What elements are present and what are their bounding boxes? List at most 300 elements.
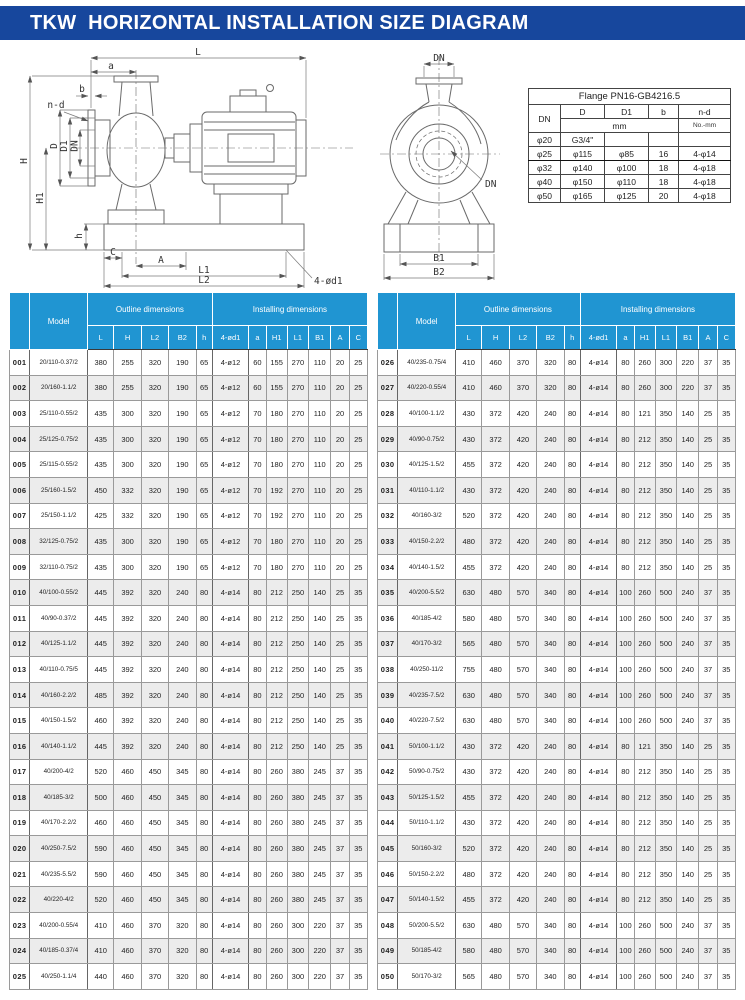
value-cell: 25 bbox=[699, 810, 717, 836]
model-cell: 32/125-0.75/2 bbox=[30, 529, 88, 555]
value-cell: 240 bbox=[677, 605, 699, 631]
value-cell: 4-ø14 bbox=[212, 682, 249, 708]
table-row bbox=[378, 785, 736, 811]
model-cell: 40/235-7.5/2 bbox=[398, 682, 456, 708]
value-cell: 80 bbox=[617, 426, 634, 452]
value-cell: 565 bbox=[456, 631, 482, 657]
flange-value-cell bbox=[679, 133, 731, 147]
page-title: TKW HORIZONTAL INSTALLATION SIZE DIAGRAM bbox=[30, 11, 529, 34]
flange-table-row bbox=[529, 189, 731, 203]
dim-label-C: C bbox=[110, 247, 116, 258]
model-cell: 40/185-3/2 bbox=[30, 785, 88, 811]
value-cell: 212 bbox=[634, 529, 655, 555]
value-cell: 25 bbox=[331, 631, 349, 657]
model-cell: 40/125-1.1/2 bbox=[30, 631, 88, 657]
value-cell: 460 bbox=[482, 375, 509, 401]
value-cell: 340 bbox=[537, 631, 564, 657]
value-cell: 380 bbox=[88, 375, 114, 401]
value-cell: 25 bbox=[349, 554, 367, 580]
model-header: Model bbox=[30, 293, 88, 350]
pump-front-outline bbox=[380, 56, 500, 262]
row-index-cell: 021 bbox=[10, 861, 30, 887]
model-cell: 40/220-0.55/4 bbox=[398, 375, 456, 401]
value-cell: 380 bbox=[287, 759, 308, 785]
model-cell: 40/140-1.1/2 bbox=[30, 733, 88, 759]
value-cell: 4-ø14 bbox=[580, 350, 617, 376]
value-cell: 320 bbox=[141, 350, 168, 376]
table-row bbox=[378, 477, 736, 503]
value-cell: 212 bbox=[634, 759, 655, 785]
value-cell: 4-ø14 bbox=[580, 375, 617, 401]
value-cell: 65 bbox=[196, 350, 212, 376]
row-index-cell: 039 bbox=[378, 682, 398, 708]
value-cell: 35 bbox=[349, 708, 367, 734]
value-cell: 445 bbox=[88, 733, 114, 759]
value-cell: 80 bbox=[617, 529, 634, 555]
value-cell: 350 bbox=[655, 401, 676, 427]
flange-value-cell: φ115 bbox=[561, 147, 605, 161]
table-row bbox=[10, 401, 368, 427]
value-cell: 35 bbox=[717, 452, 735, 478]
table-row bbox=[378, 964, 736, 990]
value-cell: 450 bbox=[141, 759, 168, 785]
value-cell: 80 bbox=[196, 657, 212, 683]
value-cell: 570 bbox=[509, 657, 536, 683]
flange-table-row bbox=[529, 161, 731, 175]
value-cell: 80 bbox=[249, 938, 266, 964]
value-cell: 450 bbox=[141, 810, 168, 836]
value-cell: 245 bbox=[309, 785, 331, 811]
value-cell: 332 bbox=[114, 503, 141, 529]
value-cell: 37 bbox=[699, 682, 717, 708]
value-cell: 140 bbox=[677, 810, 699, 836]
row-index-cell: 028 bbox=[378, 401, 398, 427]
value-cell: 240 bbox=[537, 426, 564, 452]
value-cell: 570 bbox=[509, 631, 536, 657]
value-cell: 430 bbox=[456, 426, 482, 452]
model-cell: 40/90-0.75/2 bbox=[398, 426, 456, 452]
value-cell: 372 bbox=[482, 529, 509, 555]
value-cell: 380 bbox=[287, 836, 308, 862]
value-cell: 140 bbox=[677, 503, 699, 529]
flange-value-cell: φ85 bbox=[605, 147, 649, 161]
flange-unit-nomm: No.-mm bbox=[679, 119, 731, 133]
flange-dn-cell: φ25 bbox=[529, 147, 561, 161]
value-cell: 350 bbox=[655, 733, 676, 759]
value-cell: 420 bbox=[509, 426, 536, 452]
row-index-cell: 050 bbox=[378, 964, 398, 990]
value-cell: 320 bbox=[141, 733, 168, 759]
value-cell: 630 bbox=[456, 580, 482, 606]
value-cell: 372 bbox=[482, 759, 509, 785]
table-row bbox=[378, 759, 736, 785]
value-cell: 190 bbox=[169, 503, 196, 529]
value-cell: 300 bbox=[114, 401, 141, 427]
value-cell: 500 bbox=[655, 964, 676, 990]
value-cell: 500 bbox=[655, 708, 676, 734]
table-row bbox=[10, 503, 368, 529]
value-cell: 270 bbox=[287, 477, 308, 503]
model-cell: 40/140-1.5/2 bbox=[398, 554, 456, 580]
value-cell: 70 bbox=[249, 554, 266, 580]
value-cell: 372 bbox=[482, 887, 509, 913]
value-cell: 140 bbox=[309, 708, 331, 734]
column-header: B2 bbox=[169, 326, 196, 350]
value-cell: 500 bbox=[655, 913, 676, 939]
value-cell: 260 bbox=[634, 913, 655, 939]
table-row bbox=[378, 375, 736, 401]
value-cell: 320 bbox=[169, 913, 196, 939]
value-cell: 350 bbox=[655, 477, 676, 503]
value-cell: 80 bbox=[564, 682, 580, 708]
row-index-cell: 002 bbox=[10, 375, 30, 401]
column-header: B2 bbox=[537, 326, 564, 350]
value-cell: 460 bbox=[482, 350, 509, 376]
value-cell: 260 bbox=[634, 682, 655, 708]
value-cell: 430 bbox=[456, 810, 482, 836]
row-index-cell: 034 bbox=[378, 554, 398, 580]
column-header: L bbox=[456, 326, 482, 350]
value-cell: 100 bbox=[617, 631, 634, 657]
value-cell: 260 bbox=[266, 887, 287, 913]
value-cell: 4-ø14 bbox=[212, 733, 249, 759]
value-cell: 25 bbox=[331, 682, 349, 708]
table-row bbox=[10, 375, 368, 401]
value-cell: 392 bbox=[114, 605, 141, 631]
value-cell: 480 bbox=[482, 682, 509, 708]
row-index-cell: 015 bbox=[10, 708, 30, 734]
value-cell: 250 bbox=[287, 657, 308, 683]
model-cell: 40/160-2.2/2 bbox=[30, 682, 88, 708]
value-cell: 4-ø12 bbox=[212, 503, 249, 529]
value-cell: 250 bbox=[287, 580, 308, 606]
value-cell: 350 bbox=[655, 759, 676, 785]
value-cell: 4-ø14 bbox=[580, 580, 617, 606]
dim-label-B1: B1 bbox=[433, 253, 445, 264]
value-cell: 345 bbox=[169, 887, 196, 913]
value-cell: 80 bbox=[564, 836, 580, 862]
row-index-cell: 020 bbox=[10, 836, 30, 862]
value-cell: 35 bbox=[349, 682, 367, 708]
table-row bbox=[10, 426, 368, 452]
value-cell: 340 bbox=[537, 964, 564, 990]
value-cell: 4-ø14 bbox=[580, 913, 617, 939]
table-row bbox=[10, 836, 368, 862]
value-cell: 35 bbox=[717, 477, 735, 503]
value-cell: 65 bbox=[196, 529, 212, 555]
value-cell: 35 bbox=[349, 733, 367, 759]
value-cell: 270 bbox=[287, 350, 308, 376]
table-row bbox=[378, 657, 736, 683]
value-cell: 155 bbox=[266, 375, 287, 401]
value-cell: 190 bbox=[169, 554, 196, 580]
value-cell: 460 bbox=[114, 810, 141, 836]
value-cell: 70 bbox=[249, 452, 266, 478]
value-cell: 240 bbox=[537, 477, 564, 503]
value-cell: 460 bbox=[114, 759, 141, 785]
value-cell: 4-ø14 bbox=[212, 913, 249, 939]
value-cell: 240 bbox=[677, 657, 699, 683]
value-cell: 37 bbox=[331, 913, 349, 939]
column-header: B1 bbox=[309, 326, 331, 350]
model-cell: 50/170-3/2 bbox=[398, 964, 456, 990]
value-cell: 240 bbox=[537, 503, 564, 529]
flange-table-row bbox=[529, 133, 731, 147]
value-cell: 220 bbox=[677, 350, 699, 376]
value-cell: 4-ø14 bbox=[580, 733, 617, 759]
flange-dn-cell: φ50 bbox=[529, 189, 561, 203]
dim-label-h: h bbox=[74, 233, 85, 239]
value-cell: 590 bbox=[88, 861, 114, 887]
value-cell: 300 bbox=[655, 350, 676, 376]
value-cell: 35 bbox=[717, 733, 735, 759]
value-cell: 20 bbox=[331, 401, 349, 427]
corner-cell bbox=[10, 293, 30, 350]
model-cell: 50/90-0.75/2 bbox=[398, 759, 456, 785]
value-cell: 340 bbox=[537, 682, 564, 708]
row-index-cell: 026 bbox=[378, 350, 398, 376]
value-cell: 4-ø14 bbox=[580, 503, 617, 529]
value-cell: 20 bbox=[331, 350, 349, 376]
value-cell: 565 bbox=[456, 964, 482, 990]
value-cell: 420 bbox=[509, 861, 536, 887]
value-cell: 420 bbox=[509, 836, 536, 862]
value-cell: 35 bbox=[717, 350, 735, 376]
value-cell: 4-ø14 bbox=[580, 554, 617, 580]
value-cell: 80 bbox=[564, 605, 580, 631]
value-cell: 372 bbox=[482, 861, 509, 887]
value-cell: 320 bbox=[141, 375, 168, 401]
flange-dn-cell: φ20 bbox=[529, 133, 561, 147]
table-row bbox=[378, 554, 736, 580]
value-cell: 37 bbox=[699, 708, 717, 734]
value-cell: 140 bbox=[677, 861, 699, 887]
value-cell: 25 bbox=[699, 759, 717, 785]
value-cell: 80 bbox=[617, 836, 634, 862]
column-header: C bbox=[717, 326, 735, 350]
value-cell: 4-ø14 bbox=[212, 759, 249, 785]
value-cell: 140 bbox=[309, 605, 331, 631]
value-cell: 121 bbox=[634, 401, 655, 427]
flange-value-cell: φ165 bbox=[561, 189, 605, 203]
value-cell: 392 bbox=[114, 657, 141, 683]
value-cell: 80 bbox=[249, 605, 266, 631]
value-cell: 450 bbox=[88, 477, 114, 503]
table-row bbox=[378, 810, 736, 836]
value-cell: 630 bbox=[456, 682, 482, 708]
value-cell: 80 bbox=[564, 964, 580, 990]
value-cell: 4-ø12 bbox=[212, 375, 249, 401]
value-cell: 80 bbox=[617, 759, 634, 785]
value-cell: 300 bbox=[287, 964, 308, 990]
value-cell: 520 bbox=[88, 759, 114, 785]
model-cell: 40/160-3/2 bbox=[398, 503, 456, 529]
model-cell: 40/185-4/2 bbox=[398, 605, 456, 631]
value-cell: 80 bbox=[564, 733, 580, 759]
value-cell: 110 bbox=[309, 503, 331, 529]
value-cell: 80 bbox=[564, 631, 580, 657]
value-cell: 445 bbox=[88, 605, 114, 631]
model-cell: 25/150-1.1/2 bbox=[30, 503, 88, 529]
value-cell: 35 bbox=[717, 861, 735, 887]
flange-value-cell: 4-φ18 bbox=[679, 161, 731, 175]
value-cell: 37 bbox=[331, 887, 349, 913]
value-cell: 37 bbox=[331, 810, 349, 836]
model-cell: 25/125-0.75/2 bbox=[30, 426, 88, 452]
value-cell: 20 bbox=[331, 452, 349, 478]
row-index-cell: 043 bbox=[378, 785, 398, 811]
value-cell: 180 bbox=[266, 452, 287, 478]
value-cell: 80 bbox=[196, 938, 212, 964]
flange-table-body bbox=[529, 133, 731, 203]
value-cell: 480 bbox=[482, 657, 509, 683]
model-cell: 25/160-1.5/2 bbox=[30, 477, 88, 503]
value-cell: 340 bbox=[537, 605, 564, 631]
value-cell: 140 bbox=[677, 887, 699, 913]
value-cell: 25 bbox=[331, 580, 349, 606]
column-header: L1 bbox=[287, 326, 308, 350]
value-cell: 480 bbox=[456, 529, 482, 555]
model-cell: 40/170-3/2 bbox=[398, 631, 456, 657]
dim-label-L1: L1 bbox=[198, 265, 210, 276]
value-cell: 245 bbox=[309, 861, 331, 887]
value-cell: 380 bbox=[88, 350, 114, 376]
dimension-table-left-body bbox=[10, 350, 368, 990]
value-cell: 240 bbox=[537, 759, 564, 785]
value-cell: 300 bbox=[287, 913, 308, 939]
value-cell: 4-ø14 bbox=[212, 964, 249, 990]
value-cell: 380 bbox=[287, 810, 308, 836]
value-cell: 345 bbox=[169, 759, 196, 785]
value-cell: 350 bbox=[655, 503, 676, 529]
value-cell: 420 bbox=[509, 452, 536, 478]
value-cell: 245 bbox=[309, 887, 331, 913]
row-index-cell: 044 bbox=[378, 810, 398, 836]
value-cell: 370 bbox=[509, 350, 536, 376]
value-cell: 260 bbox=[634, 580, 655, 606]
value-cell: 140 bbox=[677, 836, 699, 862]
value-cell: 212 bbox=[266, 657, 287, 683]
value-cell: 320 bbox=[537, 350, 564, 376]
value-cell: 4-ø14 bbox=[580, 605, 617, 631]
column-header: L bbox=[88, 326, 114, 350]
value-cell: 260 bbox=[634, 350, 655, 376]
value-cell: 500 bbox=[88, 785, 114, 811]
value-cell: 460 bbox=[114, 887, 141, 913]
value-cell: 4-ø14 bbox=[212, 836, 249, 862]
value-cell: 4-ø14 bbox=[212, 708, 249, 734]
value-cell: 320 bbox=[141, 554, 168, 580]
value-cell: 192 bbox=[266, 503, 287, 529]
value-cell: 4-ø14 bbox=[212, 810, 249, 836]
value-cell: 25 bbox=[349, 529, 367, 555]
value-cell: 212 bbox=[634, 503, 655, 529]
row-index-cell: 040 bbox=[378, 708, 398, 734]
flange-dn-cell: φ40 bbox=[529, 175, 561, 189]
value-cell: 80 bbox=[196, 913, 212, 939]
flange-table-title: Flange PN16-GB4216.5 bbox=[529, 89, 731, 105]
value-cell: 240 bbox=[537, 887, 564, 913]
value-cell: 35 bbox=[717, 657, 735, 683]
value-cell: 410 bbox=[88, 913, 114, 939]
value-cell: 410 bbox=[456, 350, 482, 376]
value-cell: 100 bbox=[617, 938, 634, 964]
row-index-cell: 036 bbox=[378, 605, 398, 631]
model-cell: 40/235-5.5/2 bbox=[30, 861, 88, 887]
row-index-cell: 049 bbox=[378, 938, 398, 964]
value-cell: 240 bbox=[537, 733, 564, 759]
value-cell: 240 bbox=[677, 580, 699, 606]
flange-col-b: b bbox=[649, 105, 679, 119]
value-cell: 485 bbox=[88, 682, 114, 708]
main-tables bbox=[9, 292, 736, 990]
value-cell: 80 bbox=[617, 554, 634, 580]
value-cell: 430 bbox=[456, 477, 482, 503]
column-header: 4-ød1 bbox=[580, 326, 617, 350]
value-cell: 80 bbox=[564, 350, 580, 376]
value-cell: 80 bbox=[617, 375, 634, 401]
row-index-cell: 032 bbox=[378, 503, 398, 529]
value-cell: 70 bbox=[249, 503, 266, 529]
value-cell: 80 bbox=[617, 887, 634, 913]
value-cell: 37 bbox=[331, 861, 349, 887]
value-cell: 270 bbox=[287, 452, 308, 478]
value-cell: 270 bbox=[287, 554, 308, 580]
value-cell: 80 bbox=[249, 887, 266, 913]
row-index-cell: 024 bbox=[10, 938, 30, 964]
value-cell: 340 bbox=[537, 708, 564, 734]
value-cell: 110 bbox=[309, 529, 331, 555]
value-cell: 435 bbox=[88, 452, 114, 478]
model-cell: 50/185-4/2 bbox=[398, 938, 456, 964]
value-cell: 80 bbox=[196, 733, 212, 759]
value-cell: 80 bbox=[564, 503, 580, 529]
value-cell: 270 bbox=[287, 375, 308, 401]
value-cell: 240 bbox=[537, 785, 564, 811]
value-cell: 80 bbox=[249, 682, 266, 708]
value-cell: 410 bbox=[88, 938, 114, 964]
flange-value-cell: 16 bbox=[649, 147, 679, 161]
value-cell: 80 bbox=[617, 401, 634, 427]
table-row bbox=[10, 810, 368, 836]
value-cell: 80 bbox=[249, 733, 266, 759]
value-cell: 372 bbox=[482, 733, 509, 759]
value-cell: 372 bbox=[482, 426, 509, 452]
value-cell: 500 bbox=[655, 631, 676, 657]
value-cell: 320 bbox=[537, 375, 564, 401]
model-cell: 20/160-1.1/2 bbox=[30, 375, 88, 401]
column-header: B1 bbox=[677, 326, 699, 350]
value-cell: 260 bbox=[266, 810, 287, 836]
value-cell: 80 bbox=[196, 580, 212, 606]
flange-value-cell: 4-φ14 bbox=[679, 147, 731, 161]
table-row bbox=[378, 503, 736, 529]
flange-value-cell: 4-φ18 bbox=[679, 189, 731, 203]
flange-value-cell bbox=[605, 133, 649, 147]
value-cell: 372 bbox=[482, 401, 509, 427]
value-cell: 25 bbox=[699, 785, 717, 811]
value-cell: 4-ø14 bbox=[580, 477, 617, 503]
value-cell: 260 bbox=[266, 759, 287, 785]
row-index-cell: 018 bbox=[10, 785, 30, 811]
value-cell: 80 bbox=[249, 580, 266, 606]
value-cell: 345 bbox=[169, 810, 196, 836]
value-cell: 212 bbox=[634, 426, 655, 452]
value-cell: 35 bbox=[349, 887, 367, 913]
value-cell: 570 bbox=[509, 964, 536, 990]
table-row bbox=[378, 580, 736, 606]
value-cell: 140 bbox=[677, 733, 699, 759]
